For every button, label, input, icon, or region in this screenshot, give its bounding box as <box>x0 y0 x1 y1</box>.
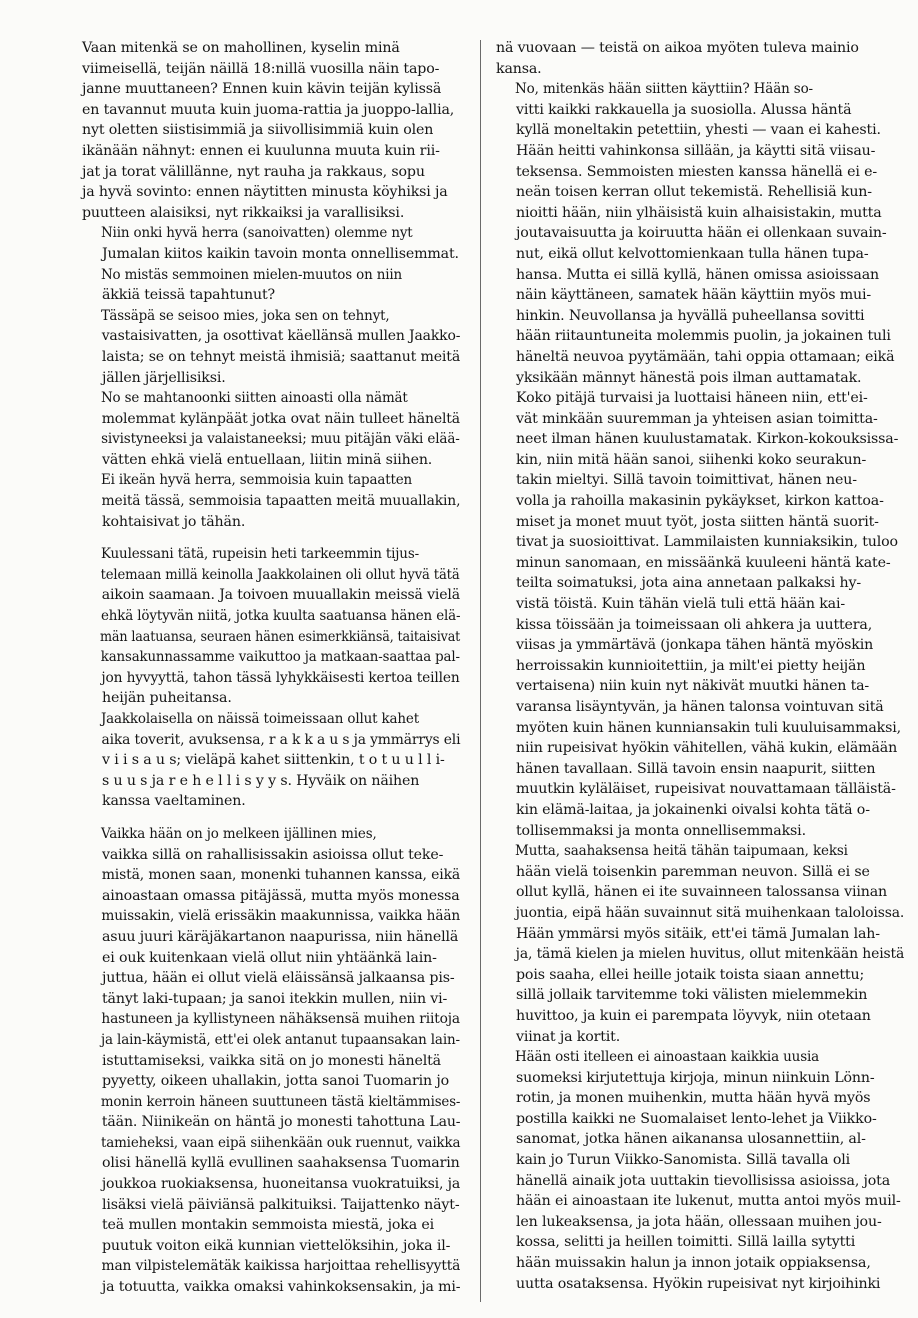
paragraph <box>82 824 460 1298</box>
text-line: herroissakin kunnioitettiin, ja milt'ei pietty heijän <box>516 657 866 674</box>
text-line: teilta soimatuksi, jota aina annetaan palkaksi hy- <box>516 575 861 592</box>
text-line: vitti kaikki rakkauella ja suosiolla. Alussa häntä <box>516 101 852 118</box>
text-line: sivistyneeksi ja valaistaneeksi; muu pitäjän väki elää- <box>101 431 460 448</box>
paragraph <box>82 709 460 812</box>
text-line: Jaakkolaisella on näissä toimeissaan ollut kahet <box>100 711 419 727</box>
text-line: viisas ja ymmärtävä (jonkapa tähen häntä myöskin <box>516 637 874 654</box>
text-line: pois saaha, ellei heille jotaik toista siaan annettu; <box>516 966 865 983</box>
text-line: hänen tavallaan. Sillä tavoin ensin naapurit, siitten <box>516 760 876 777</box>
text-line: kossa, selitti ja heillen toimitti. Sillä lailla sytytti <box>516 1234 856 1251</box>
text-line: janne muuttaneen? Ennen kuin kävin teijän kylissä <box>82 81 442 98</box>
text-line: nioitti hään, niin ylhäisistä kuin alhaisistakin, mutta <box>516 204 882 221</box>
text-line: vistä töistä. Kuin tähän vielä tuli että hään kai- <box>516 596 845 613</box>
text-line: tivat ja suosioittivat. Lammilaisten kunniaksikin, tuloo <box>516 534 898 551</box>
paragraph <box>82 388 460 470</box>
text-line: vastaisivatten, ja osottivat käellänsä mullen Jaakko- <box>101 328 461 345</box>
text-line: kohtaisivat jo tähän. <box>102 513 246 530</box>
text-line: pyyetty, oikeen uhallakin, jotta sanoi Tuomarin jo <box>102 1073 449 1090</box>
text-line: uutta osataksensa. Hyökin rupeisivat nyt kirjoihinki <box>516 1275 881 1292</box>
text-line: ikänään nähnyt: ennen ei kuulunna muuta kuin rii- <box>82 142 440 159</box>
text-line: neän toisen kerran ollut tekemistä. Rehellisiä kun- <box>516 184 872 201</box>
text-line: teä mullen montakin semmoista miestä, joka ei <box>102 1217 434 1234</box>
text-line: mistä, monen saan, monenki tuhannen kanssa, eikä <box>101 867 461 884</box>
text-line: Vaan mitenkä se on mahollinen, kyselin minä <box>82 40 400 56</box>
text-line: aika toverit, avuksensa, r a k k a u s ja ymmärrys eli <box>101 731 461 748</box>
text-line: takin mieltyi. Sillä tavoin toimittivat, hänen neu- <box>516 472 857 489</box>
text-line: Kuulessani tätä, rupeisin heti tarkeemmin tijus- <box>100 546 419 563</box>
text-line: Vaikka hään on jo melkeen ijällinen mies, <box>100 825 377 842</box>
text-line: kyllä moneltakin petettiin, yhesti — vaan ei kahesti. <box>516 122 881 139</box>
text-line: Jumalan kiitos kaikin tavoin monta onnellisemmat. <box>102 245 459 262</box>
text-line: kin elämä-laitaa, ja jokainenki oivalsi kohta tätä o- <box>516 801 870 818</box>
text-line: ja hyvä sovinto: ennen näytitten minusta köyhiksi ja <box>82 184 448 201</box>
text-line: nut, eikä ollut kelvottomienkaan tulla hänen tupa- <box>516 245 869 262</box>
text-line: Hään osti itelleen ei ainoastaan kaikkia uusia <box>515 1049 820 1066</box>
text-line: ja, tämä kielen ja mielen huvitus, ollut mitenkään heistä <box>515 946 905 963</box>
text-line: len lukeaksensa, ja jota hään, ollessaan muihen jou- <box>516 1213 882 1230</box>
paragraph <box>496 79 904 841</box>
text-line: meitä tässä, semmoisia tapaatten meitä muuallakin, <box>101 493 461 510</box>
text-line: teksensa. Semmoisten miesten kanssa hänellä ei e- <box>516 163 877 180</box>
text-line: näin käyttäneen, samatek hään käyttiin myös mui- <box>516 287 872 304</box>
paragraph <box>496 841 904 1047</box>
paragraph <box>496 1047 904 1294</box>
paragraph <box>82 265 460 306</box>
column-divider <box>480 40 481 1302</box>
text-line: olisi hänellä kyllä evullinen saahaksensa Tuomarin <box>102 1155 460 1172</box>
text-line: miset ja monet muut työt, josta siitten häntä suorit- <box>516 513 879 530</box>
text-line: kin, niin mitä hään sanoi, siihenki koko seurakun- <box>516 451 867 468</box>
text-line: hastuneen ja kyllistyneen nähäksensä muihen riitoja <box>101 1011 460 1028</box>
text-line: telemaan millä keinolla Jaakkolainen oli ollut hyvä tätä <box>100 566 460 583</box>
text-line: heijän puheitansa. <box>102 690 232 707</box>
text-line: lisäksi vielä päiviänsä palkituiksi. Taijattenko näyt- <box>102 1196 460 1213</box>
text-line: hänellä ainaik jota uuttakin tievollisissa asioissa, jota <box>516 1172 891 1189</box>
text-line: Niin onki hyvä herra (sanoivatten) olemme nyt <box>100 225 413 242</box>
text-line: kansakunnassamme vaikuttoo ja matkaan-saattaa pal- <box>100 649 460 666</box>
text-line: varansa lisäyntyvän, ja hänen talonsa vointuvan sitä <box>516 699 884 715</box>
text-line: ja totuutta, vaikka omaksi vahinkoksensakin, ja mi- <box>101 1279 461 1296</box>
paragraph <box>496 38 904 79</box>
text-line: molemmat kylänpäät jotka ovat näin tulleet häneltä <box>101 410 460 427</box>
paragraph <box>82 306 460 388</box>
paragraph <box>82 470 460 532</box>
text-line: No mistäs semmoinen mielen-muutos on niin <box>100 266 403 283</box>
text-line: vaikka sillä on rahallisissakin asioissa ollut teke- <box>102 846 444 863</box>
text-line: tänyt laki-tupaan; ja sanoi itekkin mullen, niin vi- <box>102 990 448 1007</box>
text-line: joutavaisuutta ja koiruutta hään ei ollenkaan suvain- <box>516 225 887 242</box>
text-line: myöten kuin hänen kunniansakin tuli kuuluisammaksi, <box>516 719 902 736</box>
text-line: No se mahtanoonki siitten ainoasti olla nämät <box>100 390 408 407</box>
paragraph <box>82 38 460 223</box>
text-line: puutuk voiton eikä kunnian viettelöksihin, joka il- <box>102 1237 451 1254</box>
text-line: hään ei ainoastaan ite lukenut, mutta antoi myös muil- <box>516 1193 901 1210</box>
text-line: män laatuansa, seuraen hänen esimerkkiänsä, taitaisivat <box>99 628 461 645</box>
text-line: sillä jollaik tarvitemme toki välisten mielemmekin <box>516 987 868 1004</box>
text-line: postilla kaikki ne Suomalaiset lento-lehet ja Viikko- <box>516 1110 877 1127</box>
text-line: Ei ikeän hyvä herra, semmoisia kuin tapaatten <box>100 472 413 489</box>
text-line: Hään ymmärsi myös sitäik, ett'ei tämä Jumalan lah- <box>516 925 880 942</box>
text-line: ei ouk kuitenkaan vielä ollut niin yhtäänkä lain- <box>102 949 437 966</box>
text-line: Tässäpä se seisoo mies, joka sen on tehnyt, <box>100 307 390 324</box>
text-line: tamieheksi, vaan eipä siihenkään ouk ruennut, vaikka <box>100 1134 461 1151</box>
text-line: kanssa vaeltaminen. <box>102 793 246 810</box>
right-text-column <box>496 38 904 1294</box>
text-line: vät minkään suuremman ja yhteisen asian toimitta- <box>516 410 878 427</box>
text-line: nä vuovaan — teistä on aikoa myöten tuleva mainio <box>496 40 859 56</box>
text-line: häneltä neuvoa pyytämään, tahi oppia ottamaan; eikä <box>516 348 895 365</box>
text-line: man vilpistelemätäk kaikissa harjoittaa rehellisyyttä <box>101 1258 461 1275</box>
text-line: viinat ja kortit. <box>516 1028 621 1045</box>
text-line: tään. Niinikeän on häntä jo monesti tahottuna Lau- <box>101 1114 461 1131</box>
paragraph <box>82 544 460 709</box>
text-line: suomeksi kirjutettuja kirjoja, minun niinkuin Lönn- <box>516 1069 875 1086</box>
text-line: istuttamiseksi, vaikka sitä on jo monesti häneltä <box>102 1052 441 1069</box>
text-line: Koko pitäjä turvaisi ja luottaisi häneen niin, ett'ei- <box>516 390 868 407</box>
text-line: nyt oletten siistisimmiä ja siivollisimmiä kuin olen <box>82 122 434 139</box>
text-line: hään vielä toisenkin paremman neuvon. Sillä ei se <box>516 863 870 880</box>
text-line: juontia, eipä hään suvainnut sitä muihenkaan taloloissa. <box>515 904 905 921</box>
text-line: hään riitauntuneita molemmis puolin, ja jokainen tuli <box>516 328 891 345</box>
text-line: asuu juuri käräjäkartanon naapurissa, niin hänellä <box>102 928 459 945</box>
text-line: hansa. Mutta ei sillä kyllä, hänen omissa asioissaan <box>516 266 880 283</box>
text-line: minun sanomaan, en missäänkä kuuleeni häntä kate- <box>516 554 891 571</box>
text-line: neet ilman hänen kuulustamatak. Kirkon-kokouksissa- <box>516 431 899 448</box>
text-line: Mutta, saahaksensa heitä tähän taipumaan, keksi <box>515 843 848 860</box>
text-line: hinkin. Neuvollansa ja hyvällä puheellansa sovitti <box>516 307 865 324</box>
text-line: yksikään männyt hänestä pois ilman auttamatak. <box>516 369 862 386</box>
text-line: jällen järjellisiksi. <box>102 369 226 386</box>
text-line: ja lain-käymistä, ett'ei olek antanut tupaansakan lain- <box>100 1031 460 1048</box>
text-line: joukkoa ruokiaksensa, huoneitansa vuokratuiksi, ja <box>101 1176 461 1193</box>
text-line: v i i s a u s; vieläpä kahet siittenkin, t o t u u l l i- <box>102 752 445 769</box>
text-line: laista; se on tehnyt meistä ihmisiä; saattanut meitä <box>101 348 461 365</box>
text-line: vätten ehkä vielä entuellaan, liitin minä siihen. <box>102 451 433 468</box>
text-line: jon hyvyyttä, tahon tässä lyhykkäisesti kertoa teillen <box>101 669 460 686</box>
text-line: jat ja torat välillänne, nyt rauha ja rakkaus, sopu <box>82 163 425 180</box>
text-line: niin rupeisivat hyökin vähitellen, vähä kukin, elämään <box>516 740 898 757</box>
text-line: s u u s ja r e h e l l i s y y s. Hyväik on näihen <box>102 772 420 789</box>
text-line: sanomat, jotka hänen aikanansa ulosannettiin, al- <box>516 1131 866 1148</box>
text-line: ainoastaan omassa pitäjässä, mutta myös monessa <box>102 887 460 904</box>
text-line: äkkiä teissä tapahtunut? <box>102 287 275 304</box>
text-line: puutteen alaisiksi, nyt rikkaiksi ja varallisiksi. <box>82 204 405 221</box>
text-line: rotin, ja monen muihenkin, mutta hään hyvä myös <box>516 1090 871 1107</box>
text-line: No, mitenkäs hään siitten käyttiin? Hään so- <box>515 81 813 98</box>
text-line: juttua, hään ei ollut vielä eläissänsä jalkaansa pis- <box>102 970 455 987</box>
text-line: viimeisellä, teijän näillä 18:nillä vuosilla näin tapo- <box>82 60 440 77</box>
text-line: kain jo Turun Viikko-Sanomista. Sillä tavalla oli <box>516 1152 851 1169</box>
text-line: monin kerroin häneen suuttuneen tästä kieltämmises- <box>100 1093 461 1110</box>
text-line: tollisemmaksi ja monta onnellisemmaksi. <box>516 822 806 839</box>
text-line: ehkä löytyvän niitä, jotka kuulta saatuansa hänen elä- <box>100 608 461 625</box>
text-line: ollut kyllä, hänen ei ite suvainneen talossansa viinan <box>516 884 888 901</box>
text-line: kissa töissään ja toimeissaan oli ahkera ja uuttera, <box>516 616 873 633</box>
text-line: kansa. <box>496 60 542 77</box>
text-line: huvittoo, ja kuin ei parempata löyvyk, niin otetaan <box>516 1007 871 1024</box>
text-line: vertaisena) niin kuin nyt näkivät muutki hänen ta- <box>516 678 870 695</box>
text-line: muissakin, vielä erissäkin maakunnissa, vaikka hään <box>101 908 461 925</box>
left-text-column <box>82 38 460 1298</box>
text-line: muutkin kyläläiset, rupeisivat nouvattamaan tälläistä- <box>516 781 896 798</box>
paragraph <box>82 223 460 264</box>
text-line: aikoin saamaan. Ja toivoen muuallakin meissä vielä <box>101 587 460 604</box>
text-line: en tavannut muuta kuin juoma-rattia ja juoppo-lallia, <box>82 101 455 118</box>
text-line: hään muissakin halun ja innon jotaik oppiaksensa, <box>516 1255 871 1272</box>
text-line: volla ja rahoilla makasinin pykäykset, kirkon kattoa- <box>516 493 884 510</box>
text-line: Hään heitti vahinkonsa sillään, ja käytti sitä viisau- <box>516 142 876 159</box>
